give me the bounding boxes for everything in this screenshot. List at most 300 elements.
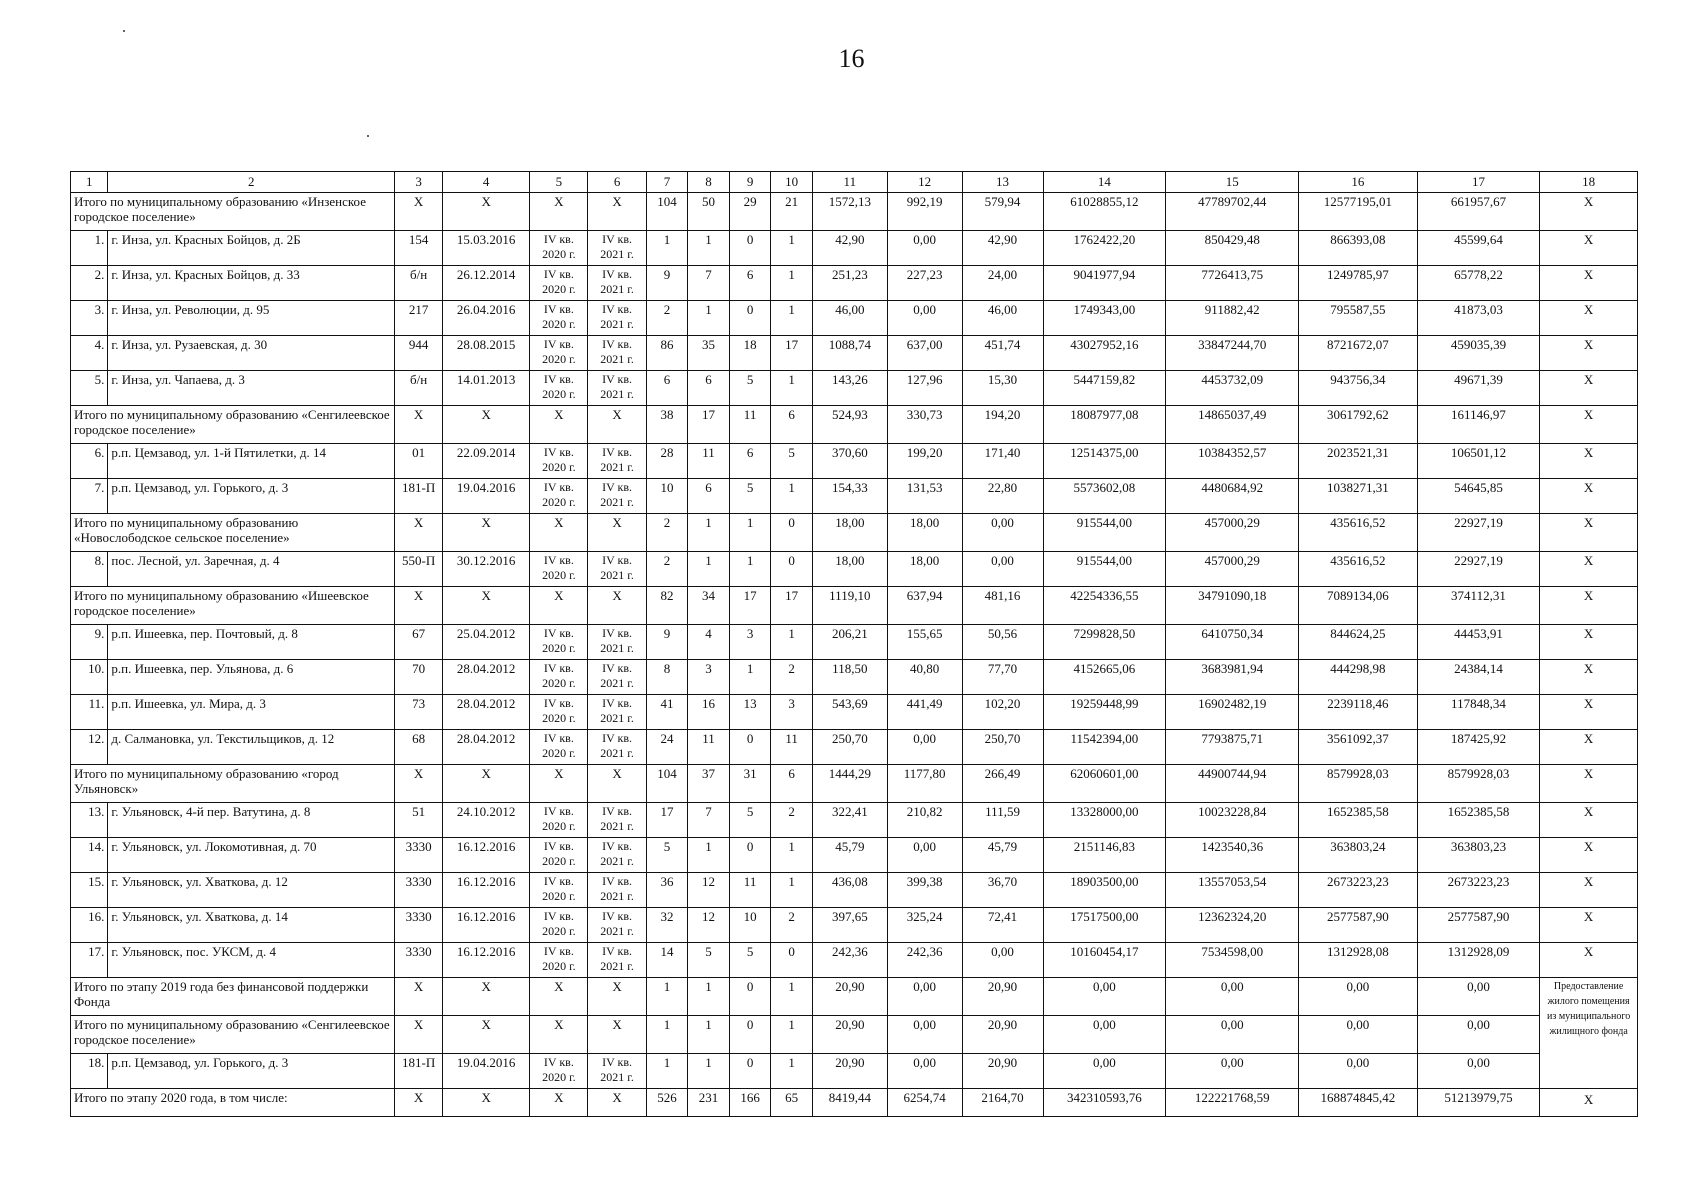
value-cell: 0,00: [887, 1054, 962, 1089]
value-cell: 9: [646, 266, 688, 301]
subtotal-label: Итого по муниципальному образованию «город Ульяновск»: [71, 765, 395, 803]
value-cell: 6: [688, 479, 730, 514]
value-cell: 1177,80: [887, 765, 962, 803]
value-cell: 6: [646, 371, 688, 406]
value-cell: 117848,34: [1417, 695, 1540, 730]
document-date-cell: 28.08.2015: [443, 336, 530, 371]
value-cell: 44900744,94: [1166, 765, 1299, 803]
value-cell: 0,00: [887, 1016, 962, 1054]
value-cell: 46,00: [812, 301, 887, 336]
planned-start-cell: IV кв. 2020 г.: [530, 943, 588, 978]
value-cell: 12362324,20: [1166, 908, 1299, 943]
planned-end-cell: IV кв. 2021 г.: [588, 336, 646, 371]
value-cell: 911882,42: [1166, 301, 1299, 336]
value-cell: 111,59: [962, 803, 1043, 838]
value-cell: 1: [771, 371, 813, 406]
value-cell: 104: [646, 193, 688, 231]
subtotal-row: [71, 765, 1638, 803]
column-number-cell: 3: [395, 172, 443, 193]
not-applicable-cell: X: [395, 193, 443, 231]
house-row: [71, 336, 1638, 371]
not-applicable-cell: X: [1540, 371, 1638, 406]
value-cell: 122221768,59: [1166, 1089, 1299, 1117]
house-row: [71, 908, 1638, 943]
value-cell: 1: [771, 301, 813, 336]
document-date-cell: 19.04.2016: [443, 1054, 530, 1089]
value-cell: 6: [729, 444, 771, 479]
column-number-cell: 7: [646, 172, 688, 193]
value-cell: 13557053,54: [1166, 873, 1299, 908]
not-applicable-cell: X: [1540, 943, 1638, 978]
not-applicable-cell: X: [1540, 695, 1638, 730]
value-cell: 16902482,19: [1166, 695, 1299, 730]
planned-end-cell: IV кв. 2021 г.: [588, 838, 646, 873]
not-applicable-cell: X: [530, 514, 588, 552]
value-cell: 5: [729, 371, 771, 406]
value-cell: 0: [771, 943, 813, 978]
house-row: [71, 730, 1638, 765]
planned-start-cell: IV кв. 2020 г.: [530, 838, 588, 873]
value-cell: 2: [646, 552, 688, 587]
column-number-cell: 12: [887, 172, 962, 193]
value-cell: 242,36: [812, 943, 887, 978]
value-cell: 2: [646, 514, 688, 552]
value-cell: 0,00: [1166, 978, 1299, 1016]
value-cell: 62060601,00: [1043, 765, 1166, 803]
value-cell: 6: [771, 406, 813, 444]
value-cell: 1: [646, 978, 688, 1016]
planned-end-cell: IV кв. 2021 г.: [588, 943, 646, 978]
page-number: 16: [838, 44, 865, 73]
value-cell: 1: [688, 231, 730, 266]
value-cell: 6: [729, 266, 771, 301]
value-cell: 42,90: [812, 231, 887, 266]
house-row: [71, 301, 1638, 336]
value-cell: 1444,29: [812, 765, 887, 803]
address-cell: г. Ульяновск, ул. Локомотивная, д. 70: [108, 838, 395, 873]
document-number-cell: б/н: [395, 371, 443, 406]
value-cell: 155,65: [887, 625, 962, 660]
value-cell: 0,00: [962, 943, 1043, 978]
value-cell: 4480684,92: [1166, 479, 1299, 514]
value-cell: 0: [729, 730, 771, 765]
value-cell: 227,23: [887, 266, 962, 301]
row-number-cell: 4.: [71, 336, 108, 371]
not-applicable-cell: X: [395, 587, 443, 625]
scan-speck: [123, 30, 125, 32]
not-applicable-cell: X: [1540, 231, 1638, 266]
house-row: [71, 266, 1638, 301]
value-cell: 325,24: [887, 908, 962, 943]
value-cell: 127,96: [887, 371, 962, 406]
value-cell: 18087977,08: [1043, 406, 1166, 444]
not-applicable-cell: X: [588, 193, 646, 231]
value-cell: 1: [688, 301, 730, 336]
subtotal-label: Итого по муниципальному образованию «Инзенское городское поселение»: [71, 193, 395, 231]
value-cell: 0,00: [1166, 1016, 1299, 1054]
value-cell: 7089134,06: [1299, 587, 1417, 625]
value-cell: 1312928,09: [1417, 943, 1540, 978]
value-cell: 1: [688, 1054, 730, 1089]
value-cell: 10160454,17: [1043, 943, 1166, 978]
document-date-cell: 16.12.2016: [443, 873, 530, 908]
document-number-cell: 73: [395, 695, 443, 730]
subtotal-label: Итого по муниципальному образованию «Ишеевское городское поселение»: [71, 587, 395, 625]
value-cell: 2: [646, 301, 688, 336]
value-cell: 1038271,31: [1299, 479, 1417, 514]
row-number-cell: 8.: [71, 552, 108, 587]
value-cell: 251,23: [812, 266, 887, 301]
planned-end-cell: IV кв. 2021 г.: [588, 1054, 646, 1089]
value-cell: 18903500,00: [1043, 873, 1166, 908]
planned-start-cell: IV кв. 2020 г.: [530, 803, 588, 838]
address-cell: г. Инза, ул. Революции, д. 95: [108, 301, 395, 336]
row-number-cell: 6.: [71, 444, 108, 479]
value-cell: 17: [771, 587, 813, 625]
value-cell: 451,74: [962, 336, 1043, 371]
document-date-cell: 22.09.2014: [443, 444, 530, 479]
not-applicable-cell: X: [588, 514, 646, 552]
value-cell: 5: [729, 943, 771, 978]
value-cell: 33847244,70: [1166, 336, 1299, 371]
value-cell: 0,00: [1043, 1054, 1166, 1089]
value-cell: 61028855,12: [1043, 193, 1166, 231]
document-date-cell: 30.12.2016: [443, 552, 530, 587]
value-cell: 20,90: [962, 1054, 1043, 1089]
value-cell: 231: [688, 1089, 730, 1117]
value-cell: 199,20: [887, 444, 962, 479]
value-cell: 5: [729, 803, 771, 838]
planned-end-cell: IV кв. 2021 г.: [588, 695, 646, 730]
value-cell: 42,90: [962, 231, 1043, 266]
value-cell: 1: [646, 1016, 688, 1054]
value-cell: 10: [646, 479, 688, 514]
value-cell: 1312928,08: [1299, 943, 1417, 978]
column-number-cell: 1: [71, 172, 108, 193]
value-cell: 7299828,50: [1043, 625, 1166, 660]
value-cell: 22,80: [962, 479, 1043, 514]
not-applicable-cell: X: [395, 978, 443, 1016]
planned-start-cell: IV кв. 2020 г.: [530, 625, 588, 660]
value-cell: 31: [729, 765, 771, 803]
address-cell: г. Ульяновск, ул. Хваткова, д. 12: [108, 873, 395, 908]
value-cell: 15,30: [962, 371, 1043, 406]
row-number-cell: 10.: [71, 660, 108, 695]
not-applicable-cell: X: [395, 514, 443, 552]
value-cell: 4152665,06: [1043, 660, 1166, 695]
address-cell: р.п. Цемзавод, ул. Горького, д. 3: [108, 1054, 395, 1089]
value-cell: 0,00: [1299, 978, 1417, 1016]
value-cell: 131,53: [887, 479, 962, 514]
value-cell: 0: [771, 514, 813, 552]
value-cell: 41873,03: [1417, 301, 1540, 336]
value-cell: 943756,34: [1299, 371, 1417, 406]
value-cell: 1423540,36: [1166, 838, 1299, 873]
value-cell: 0: [729, 1054, 771, 1089]
document-number-cell: б/н: [395, 266, 443, 301]
value-cell: 44453,91: [1417, 625, 1540, 660]
value-cell: 106501,12: [1417, 444, 1540, 479]
value-cell: 457000,29: [1166, 514, 1299, 552]
value-cell: 2151146,83: [1043, 838, 1166, 873]
row-number-cell: 15.: [71, 873, 108, 908]
value-cell: 242,36: [887, 943, 962, 978]
planned-start-cell: IV кв. 2020 г.: [530, 908, 588, 943]
column-number-cell: 16: [1299, 172, 1417, 193]
value-cell: 41: [646, 695, 688, 730]
value-cell: 6: [688, 371, 730, 406]
value-cell: 1: [771, 479, 813, 514]
not-applicable-cell: X: [1540, 838, 1638, 873]
value-cell: 32: [646, 908, 688, 943]
value-cell: 1: [771, 625, 813, 660]
not-applicable-cell: X: [530, 978, 588, 1016]
value-cell: 49671,39: [1417, 371, 1540, 406]
value-cell: 17: [646, 803, 688, 838]
subtotal-label: Итого по муниципальному образованию «Сенгилеевское городское поселение»: [71, 1016, 395, 1054]
planned-start-cell: IV кв. 2020 г.: [530, 1054, 588, 1089]
value-cell: 17: [729, 587, 771, 625]
planned-start-cell: IV кв. 2020 г.: [530, 479, 588, 514]
value-cell: 102,20: [962, 695, 1043, 730]
document-date-cell: 16.12.2016: [443, 943, 530, 978]
value-cell: 168874845,42: [1299, 1089, 1417, 1117]
value-cell: 1088,74: [812, 336, 887, 371]
value-cell: 3: [729, 625, 771, 660]
value-cell: 2023521,31: [1299, 444, 1417, 479]
not-applicable-cell: X: [443, 1089, 530, 1117]
value-cell: 441,49: [887, 695, 962, 730]
column-number-cell: 17: [1417, 172, 1540, 193]
not-applicable-cell: X: [530, 406, 588, 444]
value-cell: 13: [729, 695, 771, 730]
value-cell: 86: [646, 336, 688, 371]
value-cell: 1: [688, 838, 730, 873]
document-number-cell: 67: [395, 625, 443, 660]
document-date-cell: 28.04.2012: [443, 660, 530, 695]
document-date-cell: 26.12.2014: [443, 266, 530, 301]
not-applicable-cell: X: [395, 1089, 443, 1117]
planned-end-cell: IV кв. 2021 г.: [588, 444, 646, 479]
address-cell: д. Салмановка, ул. Текстильщиков, д. 12: [108, 730, 395, 765]
not-applicable-cell: X: [1540, 660, 1638, 695]
address-cell: г. Ульяновск, ул. Хваткова, д. 14: [108, 908, 395, 943]
value-cell: 370,60: [812, 444, 887, 479]
subtotal-row: [71, 406, 1638, 444]
address-cell: р.п. Цемзавод, ул. 1-й Пятилетки, д. 14: [108, 444, 395, 479]
value-cell: 250,70: [812, 730, 887, 765]
column-number-cell: 14: [1043, 172, 1166, 193]
value-cell: 0,00: [1043, 978, 1166, 1016]
not-applicable-cell: X: [1540, 266, 1638, 301]
planned-end-cell: IV кв. 2021 г.: [588, 625, 646, 660]
not-applicable-cell: X: [1540, 625, 1638, 660]
row-number-cell: 17.: [71, 943, 108, 978]
row-number-cell: 14.: [71, 838, 108, 873]
value-cell: 36,70: [962, 873, 1043, 908]
not-applicable-cell: X: [588, 765, 646, 803]
address-cell: г. Инза, ул. Красных Бойцов, д. 33: [108, 266, 395, 301]
planned-start-cell: IV кв. 2020 г.: [530, 266, 588, 301]
value-cell: 3683981,94: [1166, 660, 1299, 695]
column-number-cell: 9: [729, 172, 771, 193]
value-cell: 1: [729, 660, 771, 695]
planned-end-cell: IV кв. 2021 г.: [588, 552, 646, 587]
not-applicable-cell: X: [1540, 336, 1638, 371]
document-number-cell: 944: [395, 336, 443, 371]
not-applicable-cell: X: [530, 765, 588, 803]
value-cell: 11: [729, 873, 771, 908]
value-cell: 7: [688, 803, 730, 838]
address-cell: г. Инза, ул. Чапаева, д. 3: [108, 371, 395, 406]
value-cell: 45,79: [812, 838, 887, 873]
subtotal-row: [71, 978, 1638, 1016]
value-cell: 5573602,08: [1043, 479, 1166, 514]
value-cell: 1749343,00: [1043, 301, 1166, 336]
value-cell: 18,00: [812, 514, 887, 552]
value-cell: 1652385,58: [1417, 803, 1540, 838]
column-number-cell: 2: [108, 172, 395, 193]
value-cell: 12: [688, 873, 730, 908]
column-number-cell: 8: [688, 172, 730, 193]
not-applicable-cell: X: [1540, 803, 1638, 838]
value-cell: 22927,19: [1417, 514, 1540, 552]
not-applicable-cell: X: [395, 765, 443, 803]
value-cell: 0: [729, 231, 771, 266]
not-applicable-cell: X: [1540, 908, 1638, 943]
value-cell: 11542394,00: [1043, 730, 1166, 765]
value-cell: 17: [771, 336, 813, 371]
value-cell: 0,00: [1043, 1016, 1166, 1054]
value-cell: 82: [646, 587, 688, 625]
value-cell: 2: [771, 660, 813, 695]
value-cell: 1: [646, 1054, 688, 1089]
document-number-cell: 3330: [395, 908, 443, 943]
value-cell: 11: [771, 730, 813, 765]
value-cell: 0: [729, 838, 771, 873]
value-cell: 11: [688, 444, 730, 479]
value-cell: 1: [771, 1054, 813, 1089]
value-cell: 28: [646, 444, 688, 479]
planned-end-cell: IV кв. 2021 г.: [588, 873, 646, 908]
not-applicable-cell: X: [588, 1016, 646, 1054]
subtotal-label: Итого по муниципальному образованию «Сенгилеевское городское поселение»: [71, 406, 395, 444]
value-cell: 915544,00: [1043, 514, 1166, 552]
value-cell: 29: [729, 193, 771, 231]
value-cell: 330,73: [887, 406, 962, 444]
planned-end-cell: IV кв. 2021 г.: [588, 803, 646, 838]
not-applicable-cell: X: [588, 587, 646, 625]
value-cell: 992,19: [887, 193, 962, 231]
not-applicable-cell: X: [530, 1016, 588, 1054]
value-cell: 46,00: [962, 301, 1043, 336]
value-cell: 10: [729, 908, 771, 943]
address-cell: г. Ульяновск, 4-й пер. Ватутина, д. 8: [108, 803, 395, 838]
planned-end-cell: IV кв. 2021 г.: [588, 908, 646, 943]
value-cell: 0,00: [962, 552, 1043, 587]
not-applicable-cell: X: [1540, 552, 1638, 587]
document-date-cell: 14.01.2013: [443, 371, 530, 406]
value-cell: 850429,48: [1166, 231, 1299, 266]
value-cell: 637,00: [887, 336, 962, 371]
value-cell: 20,90: [812, 1016, 887, 1054]
row-number-cell: 3.: [71, 301, 108, 336]
document-date-cell: 25.04.2012: [443, 625, 530, 660]
not-applicable-cell: X: [1540, 587, 1638, 625]
value-cell: 5: [688, 943, 730, 978]
not-applicable-cell: X: [1540, 406, 1638, 444]
subtotal-row: [71, 193, 1638, 231]
not-applicable-cell: X: [443, 587, 530, 625]
value-cell: 54645,85: [1417, 479, 1540, 514]
value-cell: 543,69: [812, 695, 887, 730]
address-cell: р.п. Ишеевка, пер. Почтовый, д. 8: [108, 625, 395, 660]
address-cell: г. Инза, ул. Рузаевская, д. 30: [108, 336, 395, 371]
value-cell: 194,20: [962, 406, 1043, 444]
value-cell: 5447159,82: [1043, 371, 1166, 406]
value-cell: 34791090,18: [1166, 587, 1299, 625]
address-cell: р.п. Ишеевка, пер. Ульянова, д. 6: [108, 660, 395, 695]
subtotal-row: [71, 514, 1638, 552]
not-applicable-cell: X: [443, 978, 530, 1016]
value-cell: 1652385,58: [1299, 803, 1417, 838]
value-cell: 637,94: [887, 587, 962, 625]
value-cell: 13328000,00: [1043, 803, 1166, 838]
value-cell: 0: [771, 552, 813, 587]
planned-end-cell: IV кв. 2021 г.: [588, 479, 646, 514]
planned-start-cell: IV кв. 2020 г.: [530, 695, 588, 730]
document-date-cell: 16.12.2016: [443, 908, 530, 943]
value-cell: 37: [688, 765, 730, 803]
value-cell: 50: [688, 193, 730, 231]
value-cell: 2673223,23: [1299, 873, 1417, 908]
value-cell: 579,94: [962, 193, 1043, 231]
row-number-cell: 11.: [71, 695, 108, 730]
value-cell: 45,79: [962, 838, 1043, 873]
value-cell: 77,70: [962, 660, 1043, 695]
not-applicable-cell: X: [1540, 873, 1638, 908]
value-cell: 206,21: [812, 625, 887, 660]
not-applicable-cell: X: [1540, 193, 1638, 231]
planned-start-cell: IV кв. 2020 г.: [530, 730, 588, 765]
value-cell: 34: [688, 587, 730, 625]
value-cell: 0,00: [1299, 1016, 1417, 1054]
value-cell: 661957,67: [1417, 193, 1540, 231]
column-number-cell: 10: [771, 172, 813, 193]
value-cell: 0,00: [1417, 1054, 1540, 1089]
document-number-cell: 181-П: [395, 479, 443, 514]
value-cell: 0: [729, 301, 771, 336]
not-applicable-cell: X: [1540, 301, 1638, 336]
row-number-cell: 12.: [71, 730, 108, 765]
column-number-cell: 15: [1166, 172, 1299, 193]
not-applicable-cell: X: [530, 1089, 588, 1117]
planned-end-cell: IV кв. 2021 г.: [588, 266, 646, 301]
planned-end-cell: IV кв. 2021 г.: [588, 371, 646, 406]
value-cell: 1: [688, 514, 730, 552]
value-cell: 17517500,00: [1043, 908, 1166, 943]
value-cell: 4453732,09: [1166, 371, 1299, 406]
value-cell: 0: [729, 1016, 771, 1054]
value-cell: 2239118,46: [1299, 695, 1417, 730]
value-cell: 524,93: [812, 406, 887, 444]
value-cell: 18: [729, 336, 771, 371]
house-row: [71, 695, 1638, 730]
value-cell: 154,33: [812, 479, 887, 514]
value-cell: 51213979,75: [1417, 1089, 1540, 1117]
value-cell: 21: [771, 193, 813, 231]
value-cell: 0,00: [1166, 1054, 1299, 1089]
